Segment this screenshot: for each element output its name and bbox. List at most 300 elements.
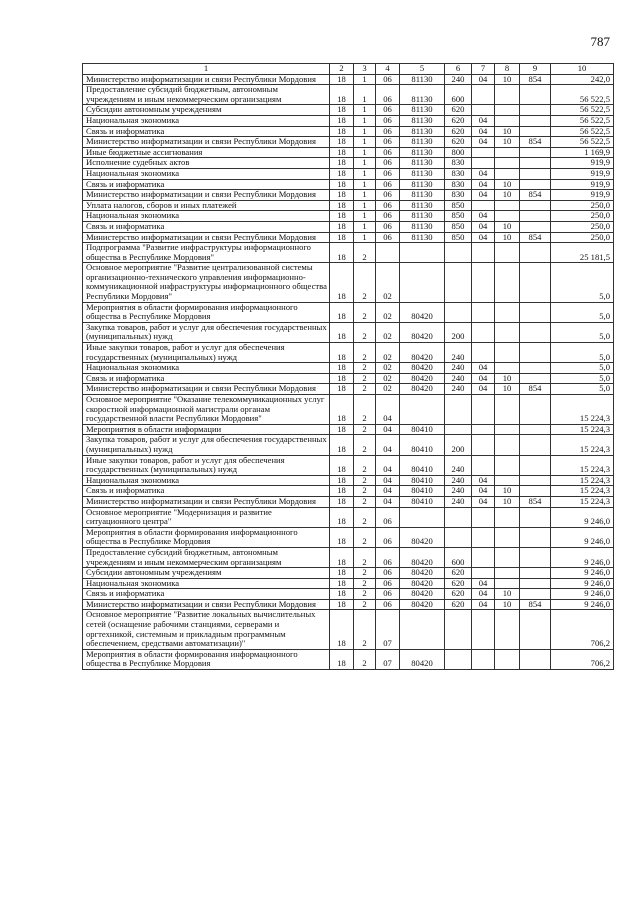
expense-type-code-cell: 830 (445, 158, 472, 169)
section-cell: 04 (472, 486, 495, 497)
table-row (83, 507, 614, 527)
target-article-code-cell: 81130 (400, 85, 445, 105)
amount-cell: 9 246,0 (551, 578, 614, 589)
target-article-code-cell: 80420 (400, 322, 445, 342)
section-code-cell: 18 (330, 578, 354, 589)
section-code-cell: 18 (330, 395, 354, 425)
section-cell (472, 649, 495, 669)
expense-type-code-cell (445, 395, 472, 425)
column-header: 10 (551, 64, 614, 75)
row-name-cell: Национальная экономика (83, 578, 330, 589)
subsection-cell (495, 243, 520, 263)
amount-cell: 5,0 (551, 384, 614, 395)
subsection-code-cell: 2 (354, 589, 376, 600)
ministry-code-cell (520, 211, 551, 222)
row-name-cell: Министерство информатизации и связи Республики Мордовия (83, 137, 330, 148)
row-name-cell: Министерство информатизации и связи Республики Мордовия (83, 496, 330, 507)
program-code-cell: 06 (376, 115, 400, 126)
subsection-cell (495, 547, 520, 567)
subsection-code-cell: 2 (354, 507, 376, 527)
row-name-cell: Иные закупки товаров, работ и услуг для обеспечения государственных (муниципальных) нужд (83, 455, 330, 475)
section-cell: 04 (472, 126, 495, 137)
section-cell (472, 547, 495, 567)
row-name-cell: Закупка товаров, работ и услуг для обеспечения государственных (муниципальных) нужд (83, 322, 330, 342)
section-cell: 04 (472, 363, 495, 374)
table-row (83, 547, 614, 567)
section-code-cell: 18 (330, 486, 354, 497)
section-code-cell: 18 (330, 343, 354, 363)
amount-cell: 250,0 (551, 221, 614, 232)
amount-cell: 250,0 (551, 200, 614, 211)
row-name-cell: Связь и информатика (83, 221, 330, 232)
subsection-cell: 10 (495, 74, 520, 85)
expense-type-code-cell: 830 (445, 168, 472, 179)
subsection-cell: 10 (495, 486, 520, 497)
subsection-cell: 10 (495, 137, 520, 148)
subsection-cell (495, 105, 520, 116)
section-code-cell: 18 (330, 302, 354, 322)
ministry-code-cell (520, 568, 551, 579)
amount-cell: 919,9 (551, 168, 614, 179)
amount-cell: 5,0 (551, 302, 614, 322)
expense-type-code-cell: 240 (445, 384, 472, 395)
section-cell: 04 (472, 589, 495, 600)
program-code-cell: 06 (376, 221, 400, 232)
subsection-cell: 10 (495, 599, 520, 610)
target-article-code-cell: 81130 (400, 179, 445, 190)
table-row (83, 373, 614, 384)
program-code-cell: 04 (376, 496, 400, 507)
program-code-cell: 02 (376, 343, 400, 363)
amount-cell: 56 522,5 (551, 85, 614, 105)
column-header: 8 (495, 64, 520, 75)
table-row (83, 158, 614, 169)
section-code-cell: 18 (330, 232, 354, 243)
section-code-cell: 18 (330, 599, 354, 610)
column-header: 1 (83, 64, 330, 75)
section-cell: 04 (472, 115, 495, 126)
table-row (83, 190, 614, 201)
row-name-cell: Подпрограмма "Развитие инфраструктуры информационного общества в Республике Мордовия" (83, 243, 330, 263)
row-name-cell: Национальная экономика (83, 211, 330, 222)
subsection-cell (495, 475, 520, 486)
target-article-code-cell: 81130 (400, 158, 445, 169)
subsection-code-cell: 2 (354, 578, 376, 589)
expense-type-code-cell: 800 (445, 147, 472, 158)
program-code-cell: 06 (376, 147, 400, 158)
section-cell (472, 302, 495, 322)
program-code-cell: 02 (376, 322, 400, 342)
program-code-cell: 06 (376, 232, 400, 243)
table-row (83, 221, 614, 232)
subsection-cell (495, 343, 520, 363)
amount-cell: 56 522,5 (551, 137, 614, 148)
table-row (83, 232, 614, 243)
row-name-cell: Связь и информатика (83, 179, 330, 190)
section-code-cell: 18 (330, 568, 354, 579)
section-code-cell: 18 (330, 200, 354, 211)
subsection-code-cell: 2 (354, 363, 376, 374)
amount-cell: 5,0 (551, 322, 614, 342)
row-name-cell: Министерство информатизации и связи Республики Мордовия (83, 232, 330, 243)
program-code-cell: 06 (376, 589, 400, 600)
section-code-cell: 18 (330, 263, 354, 302)
expense-type-code-cell: 830 (445, 190, 472, 201)
section-cell (472, 568, 495, 579)
expense-type-code-cell (445, 424, 472, 435)
column-header: 3 (354, 64, 376, 75)
amount-cell: 5,0 (551, 373, 614, 384)
target-article-code-cell (400, 263, 445, 302)
expense-type-code-cell: 200 (445, 322, 472, 342)
subsection-cell (495, 649, 520, 669)
expense-type-code-cell: 240 (445, 486, 472, 497)
row-name-cell: Основное мероприятие "Развитие централизованной системы организационно-технического управления информационно-коммуникационной инфраструктуры информационного общества Республики Мордовия" (83, 263, 330, 302)
section-cell: 04 (472, 496, 495, 507)
table-row (83, 211, 614, 222)
subsection-cell: 10 (495, 179, 520, 190)
target-article-code-cell (400, 507, 445, 527)
section-cell (472, 610, 495, 649)
target-article-code-cell: 81130 (400, 232, 445, 243)
subsection-cell (495, 507, 520, 527)
subsection-code-cell: 1 (354, 232, 376, 243)
subsection-cell (495, 115, 520, 126)
expense-type-code-cell: 240 (445, 363, 472, 374)
ministry-code-cell (520, 322, 551, 342)
ministry-code-cell (520, 475, 551, 486)
amount-cell: 250,0 (551, 232, 614, 243)
section-cell: 04 (472, 74, 495, 85)
target-article-code-cell: 80420 (400, 343, 445, 363)
amount-cell: 15 224,3 (551, 475, 614, 486)
target-article-code-cell: 81130 (400, 147, 445, 158)
subsection-code-cell: 2 (354, 568, 376, 579)
table-row (83, 126, 614, 137)
ministry-code-cell (520, 373, 551, 384)
amount-cell: 25 181,5 (551, 243, 614, 263)
target-article-code-cell: 80420 (400, 363, 445, 374)
ministry-code-cell (520, 85, 551, 105)
amount-cell: 5,0 (551, 263, 614, 302)
target-article-code-cell: 80420 (400, 589, 445, 600)
table-row (83, 85, 614, 105)
ministry-code-cell (520, 424, 551, 435)
row-name-cell: Исполнение судебных актов (83, 158, 330, 169)
amount-cell: 9 246,0 (551, 568, 614, 579)
expense-type-code-cell: 830 (445, 179, 472, 190)
ministry-code-cell: 854 (520, 384, 551, 395)
subsection-cell (495, 610, 520, 649)
subsection-cell (495, 200, 520, 211)
column-header: 9 (520, 64, 551, 75)
ministry-code-cell (520, 302, 551, 322)
expense-type-code-cell: 600 (445, 547, 472, 567)
table-row (83, 424, 614, 435)
table-row (83, 610, 614, 649)
ministry-code-cell: 854 (520, 232, 551, 243)
subsection-code-cell: 1 (354, 200, 376, 211)
expense-type-code-cell: 240 (445, 496, 472, 507)
target-article-code-cell: 80410 (400, 496, 445, 507)
section-code-cell: 18 (330, 373, 354, 384)
subsection-code-cell: 2 (354, 243, 376, 263)
row-name-cell: Министерство информатизации и связи Республики Мордовия (83, 599, 330, 610)
ministry-code-cell (520, 589, 551, 600)
subsection-code-cell: 2 (354, 322, 376, 342)
row-name-cell: Предоставление субсидий бюджетным, автономным учреждениям и иным некоммерческим организациям (83, 547, 330, 567)
expense-type-code-cell: 240 (445, 475, 472, 486)
program-code-cell: 06 (376, 507, 400, 527)
section-code-cell: 18 (330, 221, 354, 232)
expense-type-code-cell: 620 (445, 589, 472, 600)
section-cell (472, 455, 495, 475)
column-header: 7 (472, 64, 495, 75)
subsection-code-cell: 1 (354, 126, 376, 137)
ministry-code-cell (520, 158, 551, 169)
section-code-cell: 18 (330, 243, 354, 263)
target-article-code-cell: 81130 (400, 137, 445, 148)
subsection-code-cell: 2 (354, 649, 376, 669)
amount-cell: 9 246,0 (551, 507, 614, 527)
row-name-cell: Связь и информатика (83, 589, 330, 600)
section-cell: 04 (472, 475, 495, 486)
section-cell: 04 (472, 168, 495, 179)
ministry-code-cell (520, 263, 551, 302)
program-code-cell: 06 (376, 190, 400, 201)
section-cell (472, 507, 495, 527)
section-code-cell: 18 (330, 649, 354, 669)
target-article-code-cell: 81130 (400, 105, 445, 116)
section-code-cell: 18 (330, 384, 354, 395)
subsection-code-cell: 1 (354, 211, 376, 222)
expense-type-code-cell: 200 (445, 435, 472, 455)
subsection-cell (495, 424, 520, 435)
amount-cell: 9 246,0 (551, 589, 614, 600)
ministry-code-cell (520, 649, 551, 669)
section-code-cell: 18 (330, 547, 354, 567)
subsection-code-cell: 2 (354, 395, 376, 425)
ministry-code-cell: 854 (520, 496, 551, 507)
ministry-code-cell (520, 147, 551, 158)
ministry-code-cell (520, 105, 551, 116)
amount-cell: 706,2 (551, 649, 614, 669)
section-code-cell: 18 (330, 158, 354, 169)
subsection-code-cell: 2 (354, 610, 376, 649)
expense-type-code-cell: 240 (445, 343, 472, 363)
ministry-code-cell (520, 243, 551, 263)
table-row (83, 363, 614, 374)
row-name-cell: Национальная экономика (83, 168, 330, 179)
table-row (83, 74, 614, 85)
subsection-cell: 10 (495, 496, 520, 507)
program-code-cell: 02 (376, 384, 400, 395)
section-code-cell: 18 (330, 507, 354, 527)
expense-type-code-cell: 620 (445, 599, 472, 610)
program-code-cell: 02 (376, 302, 400, 322)
program-code-cell: 02 (376, 373, 400, 384)
subsection-cell (495, 168, 520, 179)
subsection-code-cell: 2 (354, 373, 376, 384)
section-cell (472, 263, 495, 302)
target-article-code-cell: 81130 (400, 211, 445, 222)
target-article-code-cell: 80410 (400, 486, 445, 497)
target-article-code-cell: 80420 (400, 599, 445, 610)
row-name-cell: Связь и информатика (83, 486, 330, 497)
expense-type-code-cell (445, 610, 472, 649)
section-cell: 04 (472, 179, 495, 190)
table-row (83, 384, 614, 395)
section-cell (472, 424, 495, 435)
amount-cell: 15 224,3 (551, 395, 614, 425)
table-row (83, 589, 614, 600)
subsection-code-cell: 2 (354, 486, 376, 497)
subsection-code-cell: 2 (354, 384, 376, 395)
ministry-code-cell (520, 507, 551, 527)
program-code-cell: 06 (376, 105, 400, 116)
ministry-code-cell (520, 126, 551, 137)
expense-type-code-cell (445, 649, 472, 669)
program-code-cell: 06 (376, 85, 400, 105)
target-article-code-cell: 80420 (400, 302, 445, 322)
program-code-cell: 04 (376, 455, 400, 475)
target-article-code-cell: 81130 (400, 168, 445, 179)
section-code-cell: 18 (330, 168, 354, 179)
subsection-cell (495, 158, 520, 169)
amount-cell: 15 224,3 (551, 496, 614, 507)
table-row (83, 147, 614, 158)
target-article-code-cell: 81130 (400, 115, 445, 126)
table-row (83, 395, 614, 425)
subsection-code-cell: 2 (354, 302, 376, 322)
ministry-code-cell (520, 435, 551, 455)
table-row (83, 322, 614, 342)
expense-type-code-cell (445, 243, 472, 263)
row-name-cell: Национальная экономика (83, 363, 330, 374)
table-row (83, 263, 614, 302)
section-code-cell: 18 (330, 179, 354, 190)
row-name-cell: Предоставление субсидий бюджетным, автономным учреждениям и иным некоммерческим организациям (83, 85, 330, 105)
row-name-cell: Субсидии автономным учреждениям (83, 105, 330, 116)
section-code-cell: 18 (330, 137, 354, 148)
target-article-code-cell: 80420 (400, 568, 445, 579)
subsection-cell: 10 (495, 232, 520, 243)
subsection-cell (495, 435, 520, 455)
section-cell (472, 343, 495, 363)
subsection-cell: 10 (495, 190, 520, 201)
amount-cell: 9 246,0 (551, 547, 614, 567)
program-code-cell (376, 243, 400, 263)
subsection-code-cell: 2 (354, 496, 376, 507)
target-article-code-cell: 80410 (400, 424, 445, 435)
target-article-code-cell: 81130 (400, 221, 445, 232)
subsection-cell: 10 (495, 373, 520, 384)
program-code-cell: 06 (376, 547, 400, 567)
ministry-code-cell: 854 (520, 190, 551, 201)
ministry-code-cell (520, 168, 551, 179)
amount-cell: 919,9 (551, 158, 614, 169)
ministry-code-cell (520, 578, 551, 589)
section-code-cell: 18 (330, 610, 354, 649)
table-row (83, 455, 614, 475)
expense-type-code-cell: 850 (445, 232, 472, 243)
section-cell: 04 (472, 373, 495, 384)
section-code-cell: 18 (330, 190, 354, 201)
section-cell: 04 (472, 190, 495, 201)
program-code-cell: 07 (376, 649, 400, 669)
target-article-code-cell: 80420 (400, 578, 445, 589)
section-cell (472, 105, 495, 116)
section-cell: 04 (472, 232, 495, 243)
expense-type-code-cell: 240 (445, 74, 472, 85)
program-code-cell: 07 (376, 610, 400, 649)
subsection-cell (495, 395, 520, 425)
row-name-cell: Связь и информатика (83, 126, 330, 137)
expense-type-code-cell: 620 (445, 568, 472, 579)
ministry-code-cell (520, 527, 551, 547)
row-name-cell: Субсидии автономным учреждениям (83, 568, 330, 579)
amount-cell: 15 224,3 (551, 435, 614, 455)
subsection-cell (495, 263, 520, 302)
amount-cell: 1 169,9 (551, 147, 614, 158)
program-code-cell: 06 (376, 527, 400, 547)
amount-cell: 9 246,0 (551, 527, 614, 547)
section-cell (472, 527, 495, 547)
row-name-cell: Основное мероприятие "Развитие локальных вычислительных сетей (оснащение рабочими станциями, серверами и оргтехникой, системным и прикладным программным обеспечением, средствами автоматизации)" (83, 610, 330, 649)
column-header: 6 (445, 64, 472, 75)
subsection-code-cell: 1 (354, 221, 376, 232)
subsection-code-cell: 1 (354, 179, 376, 190)
section-code-cell: 18 (330, 435, 354, 455)
section-cell (472, 322, 495, 342)
subsection-cell (495, 147, 520, 158)
row-name-cell: Мероприятия в области информации (83, 424, 330, 435)
section-cell (472, 243, 495, 263)
expense-type-code-cell: 620 (445, 105, 472, 116)
expense-type-code-cell: 600 (445, 85, 472, 105)
subsection-code-cell: 2 (354, 263, 376, 302)
column-header: 4 (376, 64, 400, 75)
row-name-cell: Основное мероприятие "Модернизация и развитие ситуационного центра" (83, 507, 330, 527)
expense-type-code-cell: 620 (445, 137, 472, 148)
target-article-code-cell: 81130 (400, 74, 445, 85)
target-article-code-cell: 80420 (400, 527, 445, 547)
ministry-code-cell (520, 455, 551, 475)
target-article-code-cell: 81130 (400, 126, 445, 137)
amount-cell: 5,0 (551, 363, 614, 374)
amount-cell: 5,0 (551, 343, 614, 363)
section-cell: 04 (472, 221, 495, 232)
row-name-cell: Мероприятия в области формирования информационного общества в Республике Мордовия (83, 302, 330, 322)
table-row (83, 115, 614, 126)
program-code-cell: 06 (376, 211, 400, 222)
target-article-code-cell: 81130 (400, 190, 445, 201)
table-row (83, 527, 614, 547)
expense-type-code-cell: 850 (445, 221, 472, 232)
amount-cell: 919,9 (551, 190, 614, 201)
subsection-cell: 10 (495, 221, 520, 232)
amount-cell: 15 224,3 (551, 486, 614, 497)
subsection-cell: 10 (495, 384, 520, 395)
amount-cell: 9 246,0 (551, 599, 614, 610)
ministry-code-cell (520, 395, 551, 425)
table-row (83, 137, 614, 148)
row-name-cell: Министерство информатизации и связи Республики Мордовия (83, 384, 330, 395)
table-row (83, 179, 614, 190)
table-row (83, 168, 614, 179)
section-cell (472, 147, 495, 158)
row-name-cell: Иные бюджетные ассигнования (83, 147, 330, 158)
